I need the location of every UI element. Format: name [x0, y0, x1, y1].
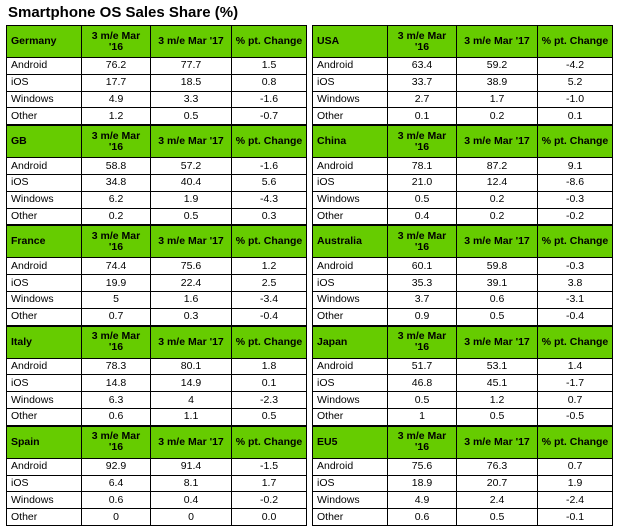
share-2017: 0.2 — [457, 108, 538, 125]
share-2016: 4.9 — [388, 492, 457, 509]
share-2016: 78.1 — [388, 158, 457, 175]
share-2017: 53.1 — [457, 358, 538, 375]
share-2017: 59.8 — [457, 258, 538, 275]
column-header-change: % pt. Change — [232, 126, 307, 158]
os-name: Other — [7, 509, 82, 526]
os-name: Other — [7, 208, 82, 225]
os-name: Android — [7, 458, 82, 475]
pt-change: -1.0 — [538, 91, 613, 108]
share-2016: 5 — [82, 291, 151, 308]
share-2017: 2.4 — [457, 492, 538, 509]
column-header-2016: 3 m/e Mar '16 — [388, 126, 457, 158]
share-2017: 20.7 — [457, 475, 538, 492]
region-name: GB — [7, 126, 82, 158]
table-row — [7, 91, 307, 108]
share-2017: 0.5 — [457, 308, 538, 325]
share-2017: 1.6 — [151, 291, 232, 308]
table-row — [7, 308, 307, 325]
pt-change: -0.4 — [538, 308, 613, 325]
table-row — [313, 74, 613, 91]
share-2016: 21.0 — [388, 174, 457, 191]
os-name: Android — [313, 358, 388, 375]
table-row — [313, 191, 613, 208]
os-name: Other — [313, 208, 388, 225]
table-header-row — [313, 126, 613, 158]
pt-change: -2.4 — [538, 492, 613, 509]
table-row — [313, 392, 613, 409]
share-2016: 18.9 — [388, 475, 457, 492]
share-2016: 1 — [388, 408, 457, 425]
column-header-2016: 3 m/e Mar '16 — [388, 226, 457, 258]
os-name: Android — [7, 358, 82, 375]
share-2016: 19.9 — [82, 275, 151, 292]
os-name: Android — [7, 158, 82, 175]
column-header-2016: 3 m/e Mar '16 — [82, 26, 151, 58]
share-2016: 58.8 — [82, 158, 151, 175]
pt-change: -0.3 — [538, 258, 613, 275]
table-row — [7, 358, 307, 375]
os-name: Other — [7, 308, 82, 325]
pt-change: -1.6 — [232, 91, 307, 108]
share-2017: 0.3 — [151, 308, 232, 325]
share-2017: 1.2 — [457, 392, 538, 409]
share-2016: 74.4 — [82, 258, 151, 275]
share-2016: 0.4 — [388, 208, 457, 225]
table-row — [313, 258, 613, 275]
share-2016: 0.7 — [82, 308, 151, 325]
share-2017: 1.9 — [151, 191, 232, 208]
share-2016: 60.1 — [388, 258, 457, 275]
share-2017: 76.3 — [457, 458, 538, 475]
share-2017: 0.5 — [457, 509, 538, 526]
column-header-2016: 3 m/e Mar '16 — [82, 426, 151, 458]
column-header-2016: 3 m/e Mar '16 — [388, 326, 457, 358]
table-row — [313, 208, 613, 225]
table-row — [313, 91, 613, 108]
os-name: Windows — [313, 91, 388, 108]
column-header-change: % pt. Change — [232, 326, 307, 358]
column-header-change: % pt. Change — [538, 226, 613, 258]
column-header-2016: 3 m/e Mar '16 — [82, 326, 151, 358]
share-2016: 1.2 — [82, 108, 151, 125]
os-name: iOS — [7, 74, 82, 91]
table-row — [313, 475, 613, 492]
share-2016: 92.9 — [82, 458, 151, 475]
share-2016: 75.6 — [388, 458, 457, 475]
table-header-row — [313, 326, 613, 358]
share-2017: 3.3 — [151, 91, 232, 108]
pt-change: -2.3 — [232, 392, 307, 409]
column-header-change: % pt. Change — [538, 426, 613, 458]
column-header-2017: 3 m/e Mar '17 — [151, 326, 232, 358]
os-name: Other — [313, 509, 388, 526]
region-table-china — [312, 125, 613, 225]
pt-change: 0.7 — [538, 392, 613, 409]
pt-change: -0.4 — [232, 308, 307, 325]
share-2016: 51.7 — [388, 358, 457, 375]
region-row — [6, 426, 616, 526]
share-2017: 0.5 — [151, 108, 232, 125]
share-2016: 0.2 — [82, 208, 151, 225]
os-name: iOS — [7, 275, 82, 292]
os-name: iOS — [313, 375, 388, 392]
pt-change: 3.8 — [538, 275, 613, 292]
column-header-2017: 3 m/e Mar '17 — [151, 26, 232, 58]
os-name: iOS — [7, 375, 82, 392]
column-header-2017: 3 m/e Mar '17 — [151, 426, 232, 458]
table-row — [7, 375, 307, 392]
region-name: EU5 — [313, 426, 388, 458]
table-row — [7, 108, 307, 125]
table-header-row — [7, 426, 307, 458]
share-2016: 0 — [82, 509, 151, 526]
table-header-row — [7, 226, 307, 258]
os-name: Android — [7, 258, 82, 275]
pt-change: 1.8 — [232, 358, 307, 375]
share-2016: 35.3 — [388, 275, 457, 292]
regions-grid — [6, 25, 616, 526]
table-header-row — [7, 326, 307, 358]
region-table-spain — [6, 426, 307, 526]
os-name: Windows — [7, 291, 82, 308]
table-row — [7, 258, 307, 275]
pt-change: -0.3 — [538, 191, 613, 208]
share-2016: 6.3 — [82, 392, 151, 409]
table-row — [313, 408, 613, 425]
table-row — [313, 158, 613, 175]
os-name: Android — [313, 258, 388, 275]
os-name: Android — [313, 58, 388, 75]
region-table-usa — [312, 25, 613, 125]
os-name: iOS — [313, 275, 388, 292]
region-table-australia — [312, 225, 613, 325]
os-name: Windows — [313, 492, 388, 509]
share-2016: 17.7 — [82, 74, 151, 91]
pt-change: 1.4 — [538, 358, 613, 375]
share-2017: 87.2 — [457, 158, 538, 175]
pt-change: -4.3 — [232, 191, 307, 208]
pt-change: -0.1 — [538, 509, 613, 526]
os-name: Windows — [7, 91, 82, 108]
table-row — [7, 158, 307, 175]
share-2017: 0.5 — [457, 408, 538, 425]
share-2017: 18.5 — [151, 74, 232, 91]
share-2016: 2.7 — [388, 91, 457, 108]
share-2016: 33.7 — [388, 74, 457, 91]
os-name: Android — [313, 458, 388, 475]
share-2017: 0.6 — [457, 291, 538, 308]
pt-change: 0.5 — [232, 408, 307, 425]
share-2016: 3.7 — [388, 291, 457, 308]
region-table-germany — [6, 25, 307, 125]
pt-change: -4.2 — [538, 58, 613, 75]
os-name: Other — [313, 408, 388, 425]
table-row — [7, 74, 307, 91]
pt-change: 0.0 — [232, 509, 307, 526]
pt-change: 0.1 — [538, 108, 613, 125]
os-name: Other — [7, 408, 82, 425]
os-name: Android — [313, 158, 388, 175]
region-name: Germany — [7, 26, 82, 58]
column-header-2017: 3 m/e Mar '17 — [457, 226, 538, 258]
share-2016: 78.3 — [82, 358, 151, 375]
region-name: USA — [313, 26, 388, 58]
column-header-change: % pt. Change — [538, 126, 613, 158]
os-name: Other — [7, 108, 82, 125]
pt-change: 0.1 — [232, 375, 307, 392]
os-name: iOS — [313, 475, 388, 492]
pt-change: -3.4 — [232, 291, 307, 308]
table-row — [7, 509, 307, 526]
table-row — [313, 358, 613, 375]
column-header-change: % pt. Change — [232, 26, 307, 58]
region-table-eu5 — [312, 426, 613, 526]
share-2016: 46.8 — [388, 375, 457, 392]
os-name: Windows — [313, 191, 388, 208]
table-header-row — [313, 426, 613, 458]
share-2016: 0.5 — [388, 191, 457, 208]
column-header-2017: 3 m/e Mar '17 — [457, 326, 538, 358]
share-2017: 57.2 — [151, 158, 232, 175]
share-2017: 75.6 — [151, 258, 232, 275]
table-row — [313, 174, 613, 191]
table-row — [7, 475, 307, 492]
pt-change: 5.2 — [538, 74, 613, 91]
table-row — [7, 191, 307, 208]
share-2017: 1.1 — [151, 408, 232, 425]
table-header-row — [7, 126, 307, 158]
os-name: Windows — [7, 492, 82, 509]
share-2016: 63.4 — [388, 58, 457, 75]
pt-change: 0.8 — [232, 74, 307, 91]
share-2017: 91.4 — [151, 458, 232, 475]
share-2016: 14.8 — [82, 375, 151, 392]
column-header-2017: 3 m/e Mar '17 — [457, 26, 538, 58]
table-row — [7, 174, 307, 191]
os-name: Other — [313, 108, 388, 125]
pt-change: -3.1 — [538, 291, 613, 308]
share-2016: 0.6 — [388, 509, 457, 526]
region-name: China — [313, 126, 388, 158]
share-2017: 0 — [151, 509, 232, 526]
column-header-change: % pt. Change — [232, 226, 307, 258]
share-2017: 0.5 — [151, 208, 232, 225]
share-2017: 22.4 — [151, 275, 232, 292]
table-row — [313, 58, 613, 75]
pt-change: -0.5 — [538, 408, 613, 425]
column-header-change: % pt. Change — [538, 326, 613, 358]
table-row — [313, 375, 613, 392]
share-2016: 4.9 — [82, 91, 151, 108]
table-row — [313, 458, 613, 475]
share-2016: 0.1 — [388, 108, 457, 125]
region-row — [6, 326, 616, 426]
column-header-2016: 3 m/e Mar '16 — [82, 226, 151, 258]
pt-change: -8.6 — [538, 174, 613, 191]
pt-change: -1.5 — [232, 458, 307, 475]
os-name: iOS — [7, 174, 82, 191]
share-2017: 38.9 — [457, 74, 538, 91]
table-row — [7, 275, 307, 292]
table-row — [7, 492, 307, 509]
column-header-2016: 3 m/e Mar '16 — [82, 126, 151, 158]
share-2017: 77.7 — [151, 58, 232, 75]
column-header-2016: 3 m/e Mar '16 — [388, 426, 457, 458]
share-2016: 0.6 — [82, 492, 151, 509]
share-2017: 8.1 — [151, 475, 232, 492]
region-row — [6, 125, 616, 225]
table-row — [7, 58, 307, 75]
region-name: France — [7, 226, 82, 258]
pt-change: -0.7 — [232, 108, 307, 125]
table-row — [7, 291, 307, 308]
column-header-change: % pt. Change — [232, 426, 307, 458]
table-row — [313, 291, 613, 308]
pt-change: -1.7 — [538, 375, 613, 392]
region-row — [6, 25, 616, 125]
os-name: iOS — [313, 74, 388, 91]
column-header-2017: 3 m/e Mar '17 — [457, 126, 538, 158]
share-2017: 1.7 — [457, 91, 538, 108]
pt-change: 1.5 — [232, 58, 307, 75]
column-header-2017: 3 m/e Mar '17 — [457, 426, 538, 458]
column-header-2017: 3 m/e Mar '17 — [151, 126, 232, 158]
os-name: iOS — [7, 475, 82, 492]
share-2017: 40.4 — [151, 174, 232, 191]
share-2016: 34.8 — [82, 174, 151, 191]
os-name: Windows — [7, 191, 82, 208]
pt-change: 0.7 — [538, 458, 613, 475]
pt-change: 1.9 — [538, 475, 613, 492]
pt-change: 1.2 — [232, 258, 307, 275]
table-row — [313, 275, 613, 292]
share-2017: 39.1 — [457, 275, 538, 292]
table-row — [313, 509, 613, 526]
share-2017: 0.4 — [151, 492, 232, 509]
region-name: Australia — [313, 226, 388, 258]
region-table-france — [6, 225, 307, 325]
column-header-2017: 3 m/e Mar '17 — [151, 226, 232, 258]
table-row — [313, 308, 613, 325]
os-name: Windows — [313, 291, 388, 308]
os-name: Windows — [7, 392, 82, 409]
pt-change: -0.2 — [232, 492, 307, 509]
share-2017: 45.1 — [457, 375, 538, 392]
table-row — [313, 492, 613, 509]
share-2016: 0.6 — [82, 408, 151, 425]
region-table-italy — [6, 326, 307, 426]
pt-change: -1.6 — [232, 158, 307, 175]
share-2017: 80.1 — [151, 358, 232, 375]
share-2016: 6.4 — [82, 475, 151, 492]
pt-change: 2.5 — [232, 275, 307, 292]
region-name: Japan — [313, 326, 388, 358]
table-row — [7, 408, 307, 425]
pt-change: 0.3 — [232, 208, 307, 225]
table-row — [7, 392, 307, 409]
page-title: Smartphone OS Sales Share (%) — [8, 4, 239, 21]
os-name: Other — [313, 308, 388, 325]
share-2016: 0.5 — [388, 392, 457, 409]
region-table-japan — [312, 326, 613, 426]
os-name: Windows — [313, 392, 388, 409]
table-header-row — [7, 26, 307, 58]
os-name: Android — [7, 58, 82, 75]
share-2017: 14.9 — [151, 375, 232, 392]
share-2017: 12.4 — [457, 174, 538, 191]
share-2016: 76.2 — [82, 58, 151, 75]
share-2017: 59.2 — [457, 58, 538, 75]
table-header-row — [313, 226, 613, 258]
column-header-change: % pt. Change — [538, 26, 613, 58]
table-row — [313, 108, 613, 125]
region-name: Spain — [7, 426, 82, 458]
pt-change: 5.6 — [232, 174, 307, 191]
table-row — [7, 208, 307, 225]
region-table-gb — [6, 125, 307, 225]
column-header-2016: 3 m/e Mar '16 — [388, 26, 457, 58]
share-2016: 6.2 — [82, 191, 151, 208]
table-header-row — [313, 26, 613, 58]
region-name: Italy — [7, 326, 82, 358]
share-2017: 0.2 — [457, 208, 538, 225]
pt-change: -0.2 — [538, 208, 613, 225]
region-row — [6, 225, 616, 325]
share-2017: 4 — [151, 392, 232, 409]
share-2017: 0.2 — [457, 191, 538, 208]
share-2016: 0.9 — [388, 308, 457, 325]
pt-change: 9.1 — [538, 158, 613, 175]
table-row — [7, 458, 307, 475]
pt-change: 1.7 — [232, 475, 307, 492]
os-name: iOS — [313, 174, 388, 191]
